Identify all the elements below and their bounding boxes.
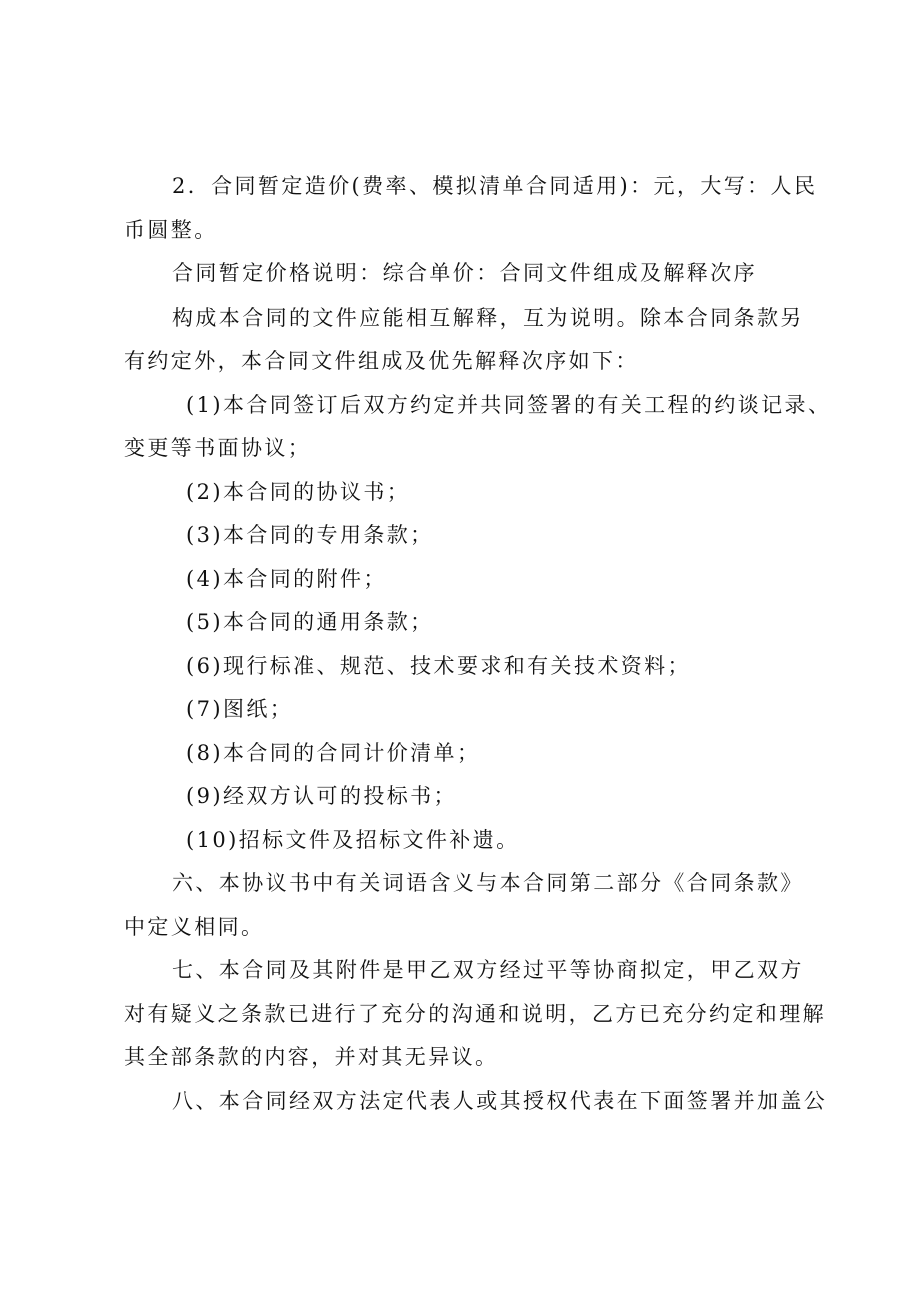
list-item-4: (4)本合同的附件； <box>186 567 387 591</box>
clause-7-line-2: 对有疑义之条款已进行了充分的沟通和说明，乙方已充分约定和理解 <box>124 1002 826 1026</box>
list-item-6: (6)现行标准、规范、技术要求和有关技术资料； <box>186 654 691 678</box>
clause-8-line-1: 八、本合同经双方法定代表人或其授权代表在下面签署并加盖公 <box>172 1089 828 1113</box>
clause-7-line-1: 七、本合同及其附件是甲乙双方经过平等协商拟定，甲乙双方 <box>172 958 804 982</box>
list-item-7: (7)图纸； <box>186 697 294 721</box>
list-item-3: (3)本合同的专用条款； <box>186 523 434 547</box>
paragraph-price-line-2: 币圆整。 <box>124 218 218 242</box>
list-item-10: (10)招标文件及招标文件补遗。 <box>186 828 520 852</box>
clause-7-line-3: 其全部条款的内容，并对其无异议。 <box>124 1045 499 1069</box>
paragraph-intro-line-1: 构成本合同的文件应能相互解释，互为说明。除本合同条款另 <box>172 306 804 330</box>
list-item-8: (8)本合同的合同计价清单； <box>186 741 481 765</box>
paragraph-price-note: 合同暂定价格说明：综合单价：合同文件组成及解释次序 <box>172 261 757 285</box>
list-item-1-line-1: (1)本合同签订后双方约定并共同签署的有关工程的约谈记录、 <box>186 393 832 417</box>
clause-6-line-2: 中定义相同。 <box>124 915 265 939</box>
list-item-1-line-2: 变更等书面协议； <box>124 436 312 460</box>
paragraph-price-line-1: 2．合同暂定造价(费率、模拟清单合同适用)：元，大写：人民 <box>172 174 818 198</box>
list-item-5: (5)本合同的通用条款； <box>186 610 434 634</box>
list-item-2: (2)本合同的协议书； <box>186 480 411 504</box>
paragraph-intro-line-2: 有约定外，本合同文件组成及优先解释次序如下： <box>124 349 639 373</box>
clause-6-line-1: 六、本协议书中有关词语含义与本合同第二部分《合同条款》 <box>172 871 804 895</box>
list-item-9: (9)经双方认可的投标书； <box>186 784 457 808</box>
